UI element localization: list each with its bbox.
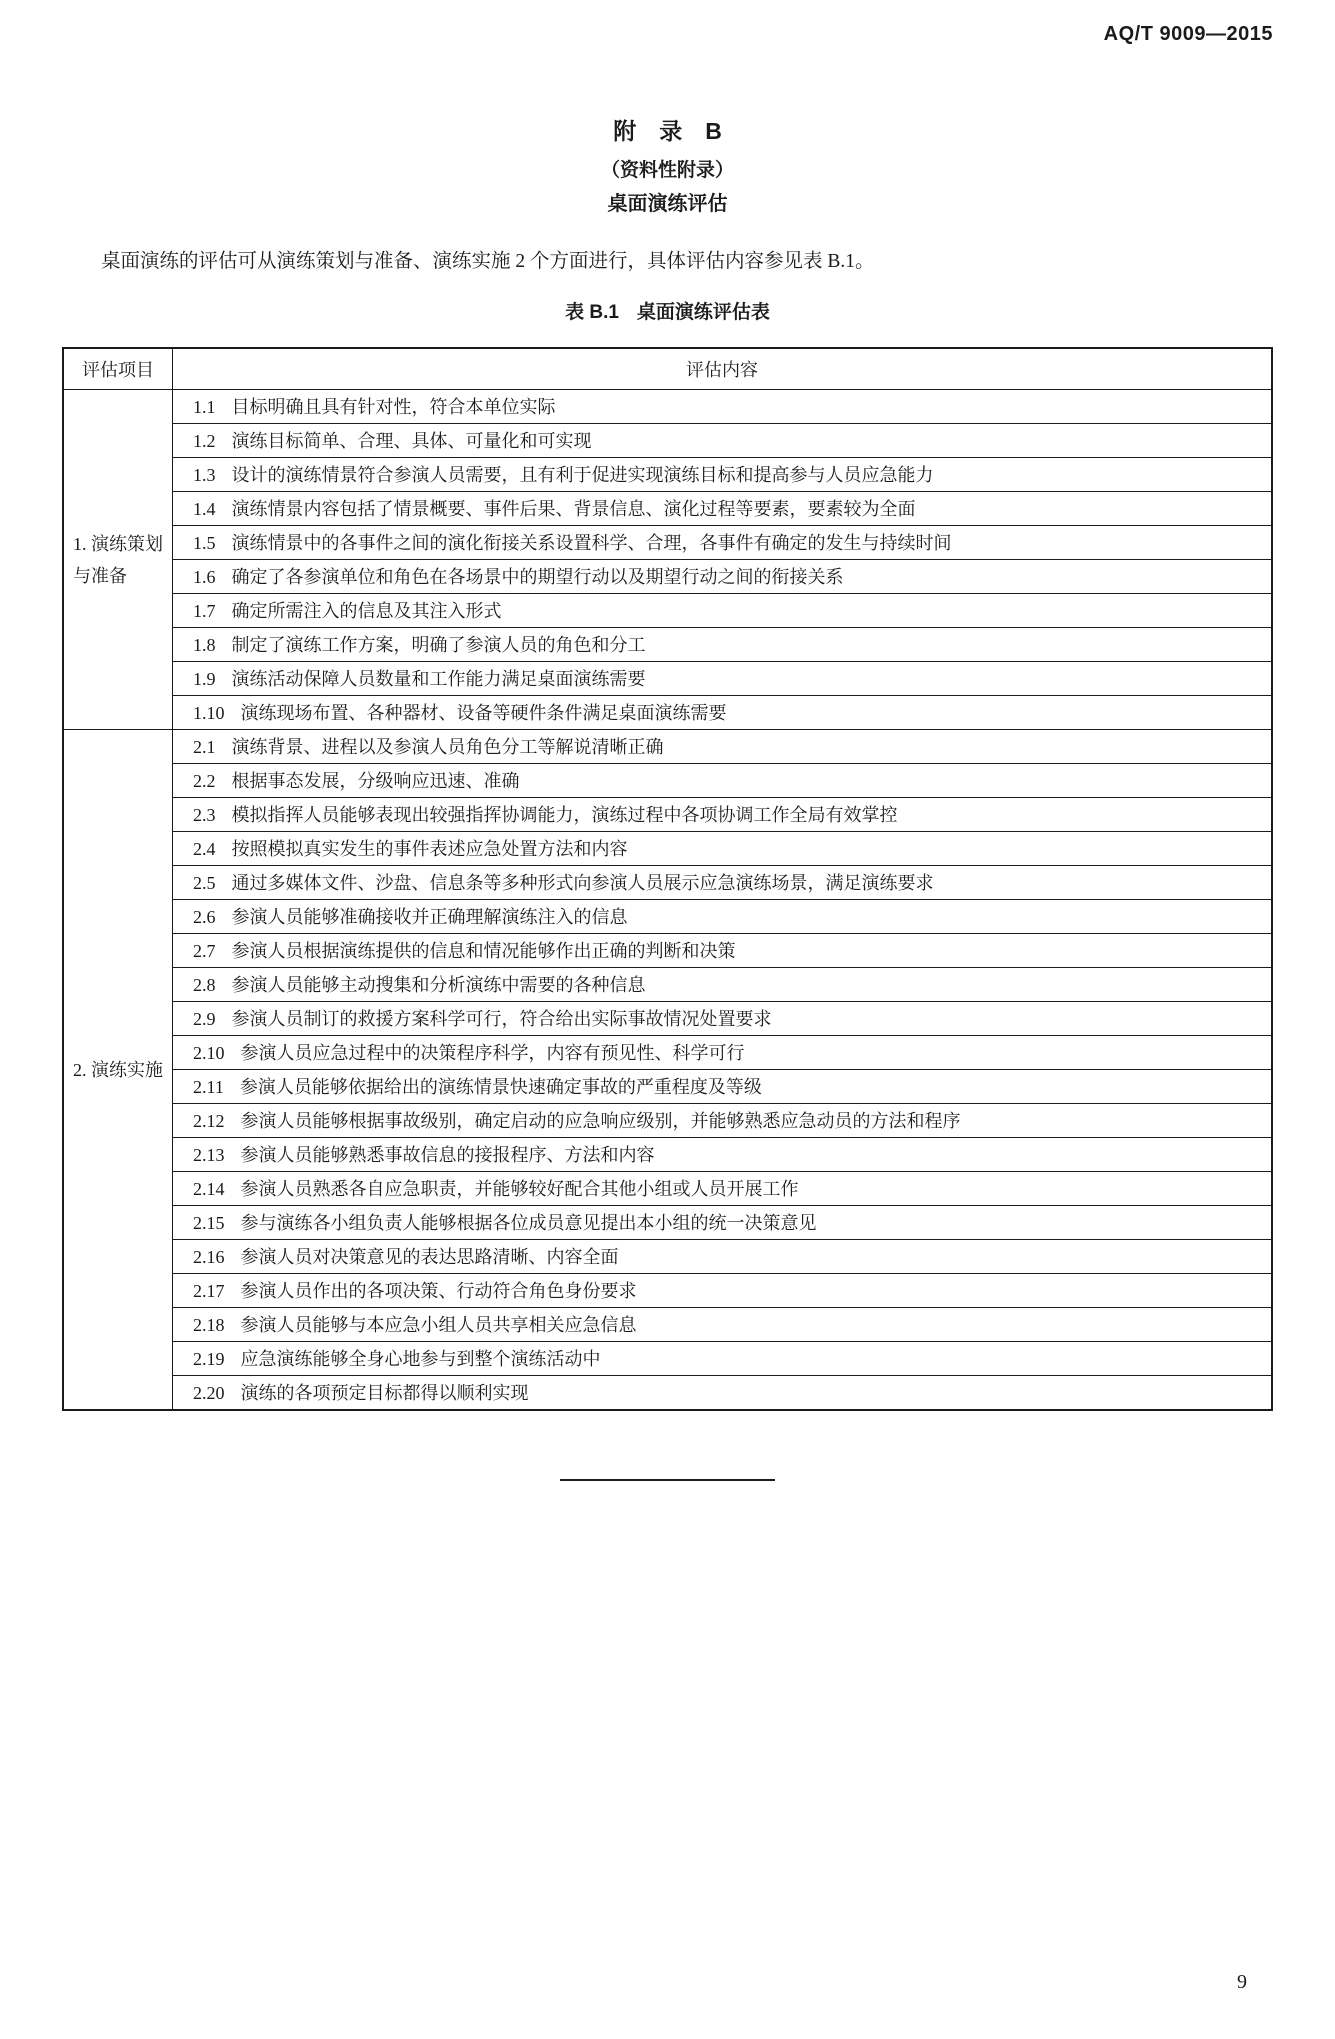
eval-content-cell — [173, 560, 1273, 594]
table-row — [63, 696, 1272, 730]
eval-item-number: 2.8 — [193, 974, 216, 995]
eval-content-cell — [173, 1104, 1273, 1138]
eval-group-label: 1. 演练策划与准备 — [63, 390, 173, 730]
eval-item-number: 2.13 — [193, 1144, 225, 1165]
eval-item-text: 参演人员能够根据事故级别，确定启动的应急响应级别，并能够熟悉应急动员的方法和程序 — [240, 1110, 961, 1131]
eval-item-number: 2.14 — [193, 1178, 225, 1199]
eval-item-number: 1.10 — [193, 702, 225, 723]
eval-item-number: 2.16 — [193, 1246, 225, 1267]
eval-content-cell — [173, 866, 1273, 900]
eval-item-text: 演练目标简单、合理、具体、可量化和可实现 — [231, 430, 592, 451]
eval-item-text: 根据事态发展，分级响应迅速、准确 — [231, 770, 520, 791]
eval-item-number: 2.1 — [193, 736, 216, 757]
eval-item-number: 1.5 — [193, 532, 216, 553]
eval-content-cell — [173, 1342, 1273, 1376]
table-row — [63, 1002, 1272, 1036]
eval-item-number: 2.20 — [193, 1382, 225, 1403]
eval-content-cell — [173, 832, 1273, 866]
eval-item-text: 参演人员应急过程中的决策程序科学，内容有预见性、科学可行 — [240, 1042, 745, 1063]
eval-content-cell — [173, 492, 1273, 526]
eval-content-cell — [173, 696, 1273, 730]
table-row — [63, 1240, 1272, 1274]
table-row — [63, 458, 1272, 492]
table-row — [63, 662, 1272, 696]
eval-content-cell — [173, 798, 1273, 832]
eval-item-text: 设计的演练情景符合参演人员需要，且有利于促进实现演练目标和提高参与人员应急能力 — [231, 464, 934, 485]
col-header-eval-item: 评估项目 — [63, 348, 173, 390]
page-number: 9 — [1237, 1971, 1247, 1993]
eval-item-number: 2.5 — [193, 872, 216, 893]
eval-item-text: 演练背景、进程以及参演人员角色分工等解说清晰正确 — [231, 736, 664, 757]
table-caption-title: 桌面演练评估表 — [636, 302, 770, 323]
eval-item-number: 2.7 — [193, 940, 216, 961]
table-row — [63, 1138, 1272, 1172]
eval-item-number: 1.1 — [193, 396, 216, 417]
table-row — [63, 1206, 1272, 1240]
eval-item-text: 参演人员熟悉各自应急职责，并能够较好配合其他小组或人员开展工作 — [240, 1178, 799, 1199]
intro-paragraph: 桌面演练的评估可从演练策划与准备、演练实施 2 个方面进行，具体评估内容参见表 B.1。 — [101, 251, 875, 272]
eval-item-number: 2.17 — [193, 1280, 225, 1301]
eval-content-cell — [173, 764, 1273, 798]
eval-item-text: 模拟指挥人员能够表现出较强指挥协调能力，演练过程中各项协调工作全局有效掌控 — [231, 804, 898, 825]
table-row — [63, 730, 1272, 764]
eval-item-number: 2.4 — [193, 838, 216, 859]
table-row — [63, 832, 1272, 866]
eval-item-text: 参演人员能够熟悉事故信息的接报程序、方法和内容 — [240, 1144, 655, 1165]
eval-item-number: 1.2 — [193, 430, 216, 451]
table-row — [63, 1070, 1272, 1104]
eval-content-cell — [173, 1206, 1273, 1240]
eval-item-number: 1.6 — [193, 566, 216, 587]
eval-content-cell — [173, 1172, 1273, 1206]
eval-content-cell — [173, 1002, 1273, 1036]
table-row — [63, 594, 1272, 628]
table-row — [63, 424, 1272, 458]
table-row — [63, 1104, 1272, 1138]
eval-item-text: 确定所需注入的信息及其注入形式 — [231, 600, 502, 621]
standard-number: AQ/T 9009—2015 — [1103, 23, 1273, 45]
eval-content-cell — [173, 424, 1273, 458]
table-row — [63, 798, 1272, 832]
eval-table-body — [63, 390, 1272, 1411]
eval-item-number: 2.19 — [193, 1348, 225, 1369]
eval-content-cell — [173, 1376, 1273, 1411]
table-row — [63, 900, 1272, 934]
table-row — [63, 628, 1272, 662]
eval-content-cell — [173, 1036, 1273, 1070]
eval-content-cell — [173, 1070, 1273, 1104]
eval-item-number: 2.10 — [193, 1042, 225, 1063]
eval-item-number: 1.9 — [193, 668, 216, 689]
eval-item-text: 参演人员对决策意见的表达思路清晰、内容全面 — [240, 1246, 619, 1267]
appendix-title: 附 录 B — [613, 118, 722, 144]
eval-content-cell — [173, 1138, 1273, 1172]
table-row — [63, 934, 1272, 968]
eval-item-text: 参演人员能够主动搜集和分析演练中需要的各种信息 — [231, 974, 646, 995]
eval-item-text: 按照模拟真实发生的事件表述应急处置方法和内容 — [231, 838, 628, 859]
table-row — [63, 1342, 1272, 1376]
table-row — [63, 968, 1272, 1002]
eval-item-text: 参演人员作出的各项决策、行动符合角色身份要求 — [240, 1280, 637, 1301]
eval-item-text: 应急演练能够全身心地参与到整个演练活动中 — [240, 1348, 601, 1369]
eval-item-text: 演练情景中的各事件之间的演化衔接关系设置科学、合理，各事件有确定的发生与持续时间 — [231, 532, 952, 553]
table-header-row — [63, 348, 1272, 390]
eval-item-text: 确定了各参演单位和角色在各场景中的期望行动以及期望行动之间的衔接关系 — [231, 566, 844, 587]
table-row — [63, 526, 1272, 560]
eval-item-number: 2.9 — [193, 1008, 216, 1029]
eval-item-text: 演练现场布置、各种器材、设备等硬件条件满足桌面演练需要 — [240, 702, 727, 723]
appendix-subtitle: （资料性附录） — [600, 160, 734, 181]
eval-item-text: 参演人员制订的救援方案科学可行，符合给出实际事故情况处置要求 — [231, 1008, 772, 1029]
eval-content-cell — [173, 1308, 1273, 1342]
eval-item-number: 2.18 — [193, 1314, 225, 1335]
eval-item-number: 2.6 — [193, 906, 216, 927]
eval-content-cell — [173, 730, 1273, 764]
eval-content-cell — [173, 900, 1273, 934]
page-header — [62, 0, 1273, 46]
table-row — [63, 1274, 1272, 1308]
table-row — [63, 1172, 1272, 1206]
eval-item-number: 2.15 — [193, 1212, 225, 1233]
eval-content-cell — [173, 594, 1273, 628]
table-row — [63, 560, 1272, 594]
table-row — [63, 1308, 1272, 1342]
table-row — [63, 1036, 1272, 1070]
eval-item-number: 1.3 — [193, 464, 216, 485]
eval-item-number: 2.3 — [193, 804, 216, 825]
eval-item-number: 1.8 — [193, 634, 216, 655]
eval-content-cell — [173, 628, 1273, 662]
eval-item-text: 目标明确且具有针对性，符合本单位实际 — [231, 396, 556, 417]
eval-item-number: 2.12 — [193, 1110, 225, 1131]
eval-item-text: 参与演练各小组负责人能够根据各位成员意见提出本小组的统一决策意见 — [240, 1212, 817, 1233]
eval-content-cell — [173, 526, 1273, 560]
eval-content-cell — [173, 390, 1273, 424]
table-row — [63, 390, 1272, 424]
evaluation-table — [62, 347, 1273, 1411]
eval-item-number: 2.11 — [193, 1076, 224, 1097]
eval-content-cell — [173, 1240, 1273, 1274]
eval-item-number: 1.7 — [193, 600, 216, 621]
eval-content-cell — [173, 968, 1273, 1002]
table-caption — [62, 301, 1273, 325]
eval-item-text: 参演人员能够与本应急小组人员共享相关应急信息 — [240, 1314, 637, 1335]
eval-item-text: 制定了演练工作方案，明确了参演人员的角色和分工 — [231, 634, 646, 655]
appendix-section-title: 桌面演练评估 — [607, 193, 728, 215]
table-row — [63, 1376, 1272, 1411]
table-row — [63, 764, 1272, 798]
eval-content-cell — [173, 1274, 1273, 1308]
eval-content-cell — [173, 458, 1273, 492]
eval-item-text: 参演人员根据演练提供的信息和情况能够作出正确的判断和决策 — [231, 940, 736, 961]
eval-item-text: 演练的各项预定目标都得以顺利实现 — [240, 1382, 529, 1403]
eval-content-cell — [173, 662, 1273, 696]
col-header-eval-content: 评估内容 — [173, 348, 1273, 390]
table-row — [63, 492, 1272, 526]
eval-group-label: 2. 演练实施 — [63, 730, 173, 1411]
table-caption-label: 表 B.1 — [565, 302, 619, 323]
eval-item-text: 通过多媒体文件、沙盘、信息条等多种形式向参演人员展示应急演练场景，满足演练要求 — [231, 872, 934, 893]
eval-item-text: 演练活动保障人员数量和工作能力满足桌面演练需要 — [231, 668, 646, 689]
eval-item-number: 2.2 — [193, 770, 216, 791]
eval-item-number: 1.4 — [193, 498, 216, 519]
eval-item-text: 参演人员能够依据给出的演练情景快速确定事故的严重程度及等级 — [239, 1076, 762, 1097]
eval-item-text: 演练情景内容包括了情景概要、事件后果、背景信息、演化过程等要素，要素较为全面 — [231, 498, 916, 519]
eval-item-text: 参演人员能够准确接收并正确理解演练注入的信息 — [231, 906, 628, 927]
end-of-text-rule — [560, 1479, 775, 1481]
table-row — [63, 866, 1272, 900]
eval-content-cell — [173, 934, 1273, 968]
